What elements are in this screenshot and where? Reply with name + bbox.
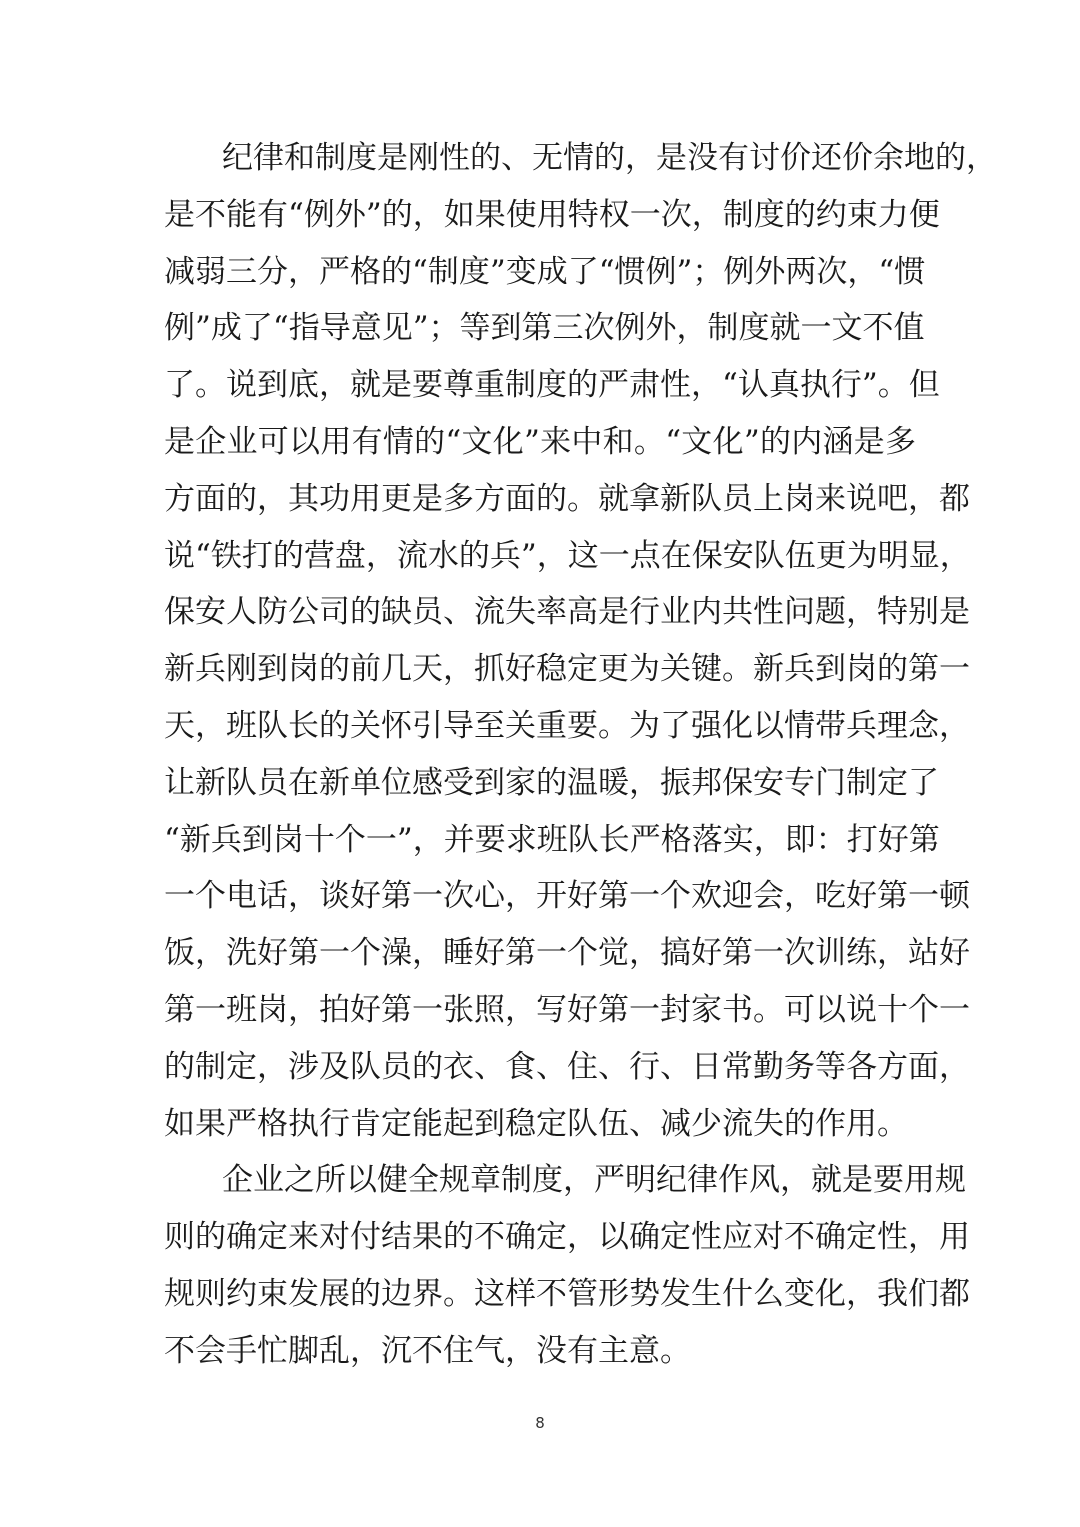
- text-line: 天，班队长的关怀引导至关重要。为了强化以情带兵理念，: [164, 707, 970, 744]
- text-line: 的制定，涉及队员的衣、食、住、行、日常勤务等各方面，: [164, 1048, 970, 1085]
- text-line: 一个电话，谈好第一次心，开好第一个欢迎会，吃好第一顿: [164, 878, 970, 915]
- text-line: 规则约束发展的边界。这样不管形势发生什么变化，我们都: [164, 1275, 970, 1312]
- text-line: 了。说到底，就是要尊重制度的严肃性，“认真执行”。但: [164, 367, 940, 404]
- text-line: 纪律和制度是刚性的、无情的，是没有讨价还价余地的，: [222, 140, 997, 176]
- text-line: 让新队员在新单位感受到家的温暖，振邦保安专门制定了: [164, 764, 939, 801]
- text-line: 是企业可以用有情的“文化”来中和。“文化”的内涵是多: [164, 423, 916, 460]
- text-line: 例”成了“指导意见”；等到第三次例外，制度就一文不值: [164, 310, 925, 347]
- text-line: 是不能有“例外”的，如果使用特权一次，制度的约束力便: [164, 196, 940, 233]
- body-text: [164, 130, 997, 1380]
- text-line: 第一班岗，拍好第一张照，写好第一封家书。可以说十个一: [164, 991, 970, 1028]
- text-line: 企业之所以健全规章制度，严明纪律作风，就是要用规: [222, 1162, 966, 1199]
- page-number: 8: [535, 1414, 545, 1432]
- text-line: 饭，洗好第一个澡，睡好第一个觉，搞好第一次训练，站好: [164, 935, 970, 972]
- text-line: 则的确定来对付结果的不确定，以确定性应对不确定性，用: [164, 1219, 970, 1256]
- text-line: 如果严格执行肯定能起到稳定队伍、减少流失的作用。: [164, 1105, 908, 1142]
- text-line: 说“铁打的营盘，流水的兵”，这一点在保安队伍更为明显，: [164, 537, 971, 574]
- text-line: 方面的，其功用更是多方面的。就拿新队员上岗来说吧，都: [164, 480, 970, 517]
- text-line: “新兵到岗十个一”，并要求班队长严格落实，即：打好第: [164, 821, 940, 858]
- text-line: 减弱三分，严格的“制度”变成了“惯例”；例外两次，“惯: [164, 253, 926, 290]
- text-line: 保安人防公司的缺员、流失率高是行业内共性问题，特别是: [164, 594, 970, 631]
- text-line: 不会手忙脚乱，沉不住气，没有主意。: [164, 1332, 691, 1369]
- text-line: 新兵刚到岗的前几天，抓好稳定更为关键。新兵到岗的第一: [164, 651, 970, 688]
